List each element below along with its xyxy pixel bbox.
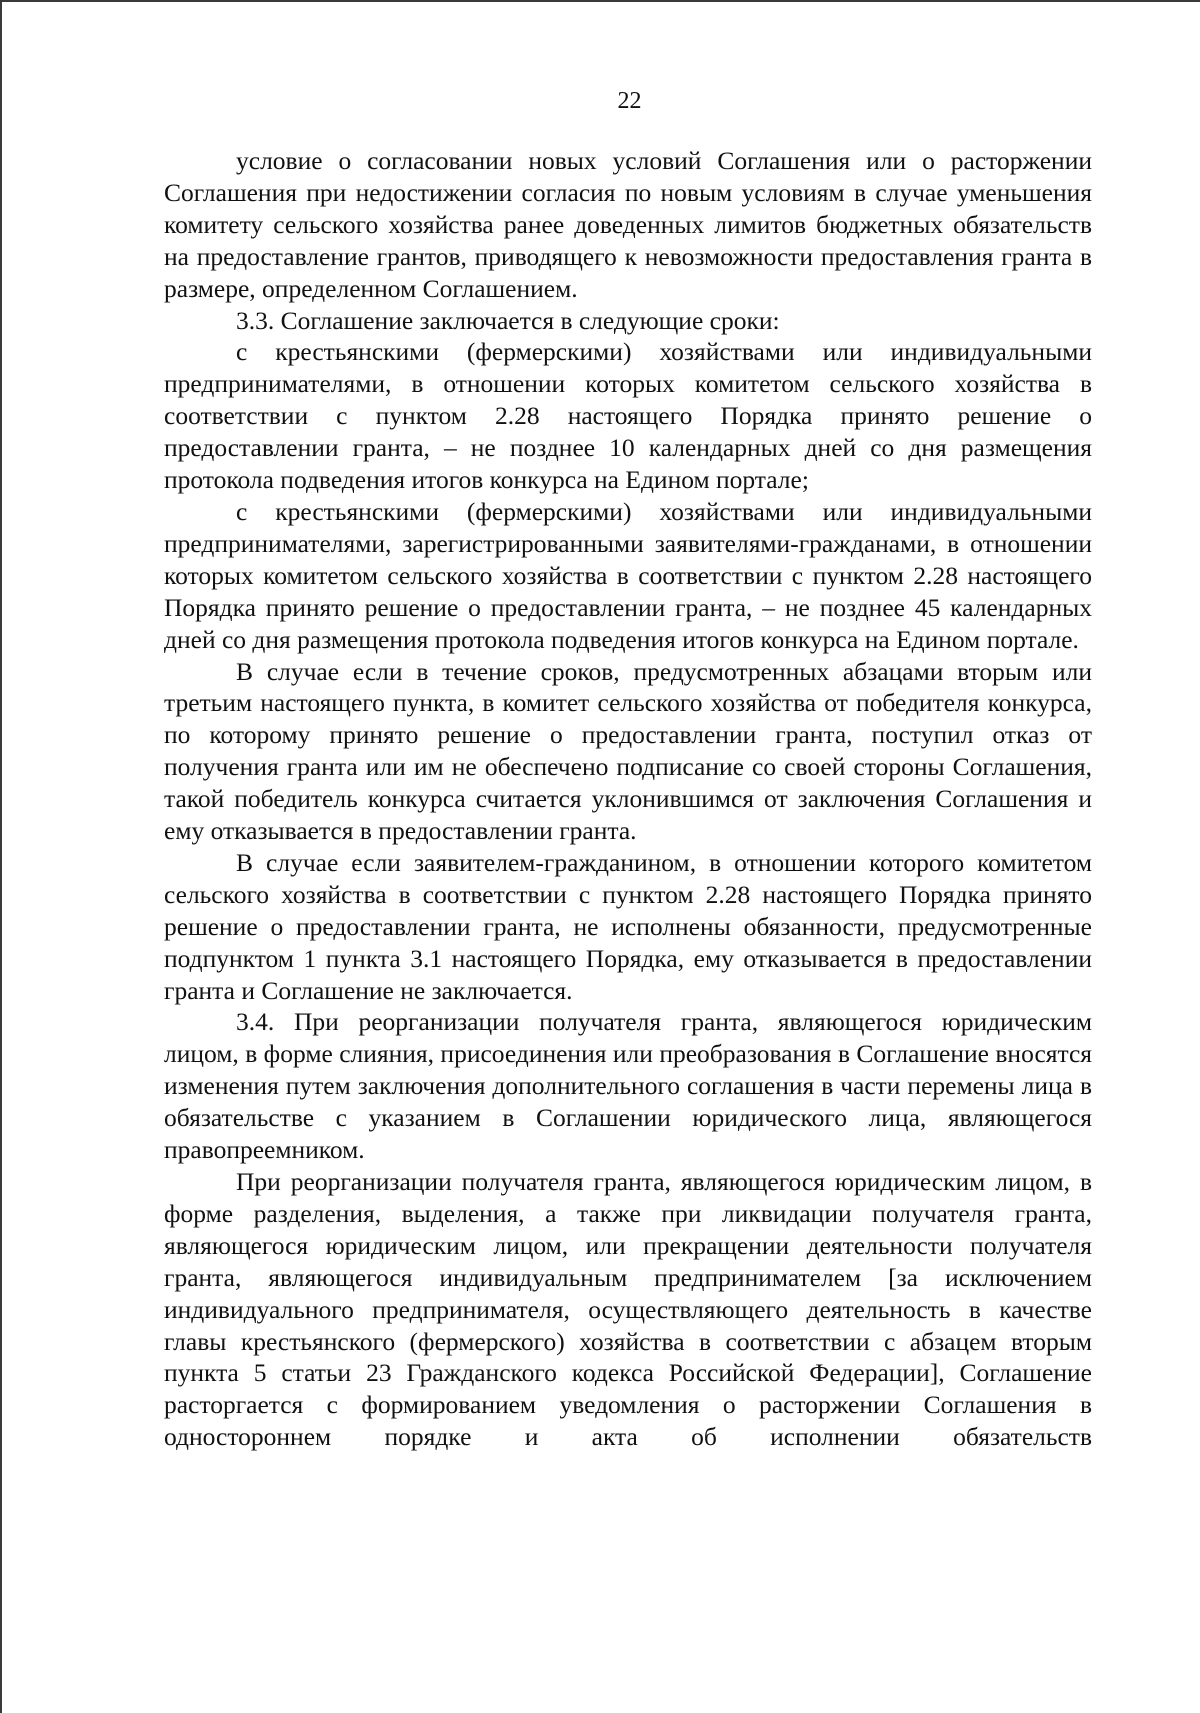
paragraph-8: При реорганизации получателя гранта, являющегося юридическим лицом, в форме разделения, выделения, а также при ликвидации получателя гранта, являющегося юридическим лицом, или прекращении деятельности получателя гранта, являющегося индивидуальным предпринимателем [за исключением индивидуального предпринимателя, осуществляющего деятельность в качестве главы крестьянского (фермерского) хозяйства в соответствии с абзацем вторым пункта 5 статьи 23 Гражданского кодекса Российской Федерации], Соглашение расторгается с формированием уведомления о расторжении Соглашения в одностороннем порядке и акта об исполнении обязательств [164,1167,1092,1452]
paragraph-2: 3.3. Соглашение заключается в следующие сроки: [236,305,780,335]
document-body [164,145,1092,1453]
paragraph-1: условие о согласовании новых условий Соглашения или о расторжении Соглашения при недостижении согласия по новым условиям в случае уменьшения комитету сельского хозяйства ранее доведенных лимитов бюджетных обязательств на предоставление грантов, приводящего к невозможности предоставления гранта в размере, определенном Соглашением. [164,146,1092,303]
paragraph-6: В случае если заявителем-гражданином, в отношении которого комитетом сельского хозяйства в соответствии с пунктом 2.28 настоящего Порядка принято решение о предоставлении гранта, не исполнены обязанности, предусмотренные подпунктом 1 пункта 3.1 настоящего Порядка, ему отказывается в предоставлении гранта и Соглашение не заключается. [164,847,1092,1005]
paragraph-3: с крестьянскими (фермерскими) хозяйствами или индивидуальными предпринимателями, в отношении которых комитетом сельского хозяйства в соответствии с пунктом 2.28 настоящего Порядка принято решение о предоставлении гранта, – не позднее 10 календарных дней со дня размещения протокола подведения итогов конкурса на Едином портале; [164,337,1092,495]
paragraph-5: В случае если в течение сроков, предусмотренных абзацами вторым или третьим настоящего пункта, в комитет сельского хозяйства от победителя конкурса, по которому принято решение о предоставлении гранта, поступил отказ от получения гранта или им не обеспечено подписание со своей стороны Соглашения, такой победитель конкурса считается уклонившимся от заключения Соглашения и ему отказывается в предоставлении гранта. [164,656,1092,846]
paragraph-7: 3.4. При реорганизации получателя гранта, являющегося юридическим лицом, в форме слияния, присоединения или преобразования в Соглашение вносятся изменения путем заключения дополнительного соглашения в части перемены лица в обязательстве с указанием в Соглашении юридического лица, являющегося правопреемником. [164,1007,1092,1165]
page-number: 22 [617,88,642,114]
paragraph-4: с крестьянскими (фермерскими) хозяйствами или индивидуальными предпринимателями, зарегистрированными заявителями-гражданами, в отношении которых комитетом сельского хозяйства в соответствии с пунктом 2.28 настоящего Порядка принято решение о предоставлении гранта, – не позднее 45 календарных дней со дня размещения протокола подведения итогов конкурса на Едином портале. [164,496,1092,654]
